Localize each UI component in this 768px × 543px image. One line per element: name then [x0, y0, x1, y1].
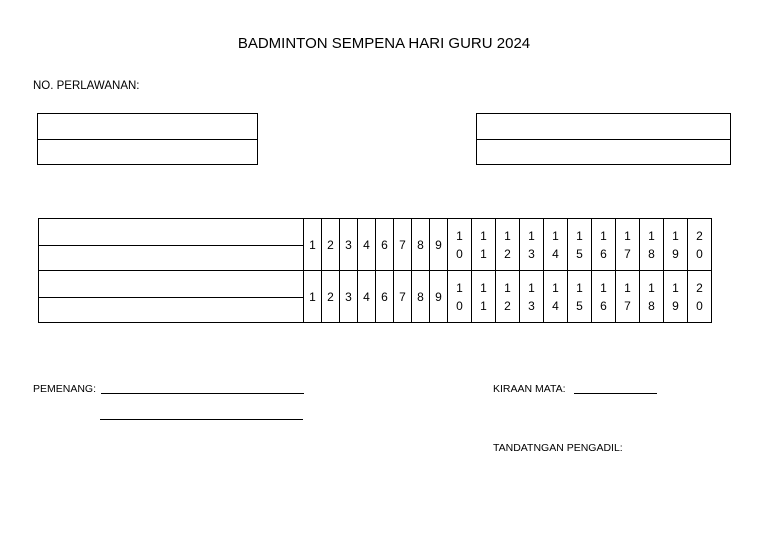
point-digit: 2 [504, 298, 511, 313]
point-digit: 1 [600, 280, 607, 295]
point-cell[interactable]: 2 [322, 271, 340, 323]
point-cell[interactable] [472, 271, 496, 323]
point-cell[interactable] [496, 271, 520, 323]
point-digit: 9 [672, 298, 679, 313]
point-digit: 1 [480, 246, 487, 261]
point-cell[interactable] [472, 219, 496, 271]
point-digit: 1 [456, 228, 463, 243]
player-names-cell[interactable] [39, 271, 304, 323]
point-cell[interactable]: 7 [394, 219, 412, 271]
point-cell[interactable]: 4 [358, 219, 376, 271]
point-digit: 8 [648, 246, 655, 261]
point-cell[interactable] [544, 271, 568, 323]
point-cell[interactable]: 1 [304, 271, 322, 323]
point-digit: 1 [480, 280, 487, 295]
point-digit: 1 [456, 280, 463, 295]
point-digit: 5 [576, 298, 583, 313]
player-names-cell[interactable] [39, 219, 304, 271]
winner-line-2[interactable] [100, 419, 303, 420]
point-digit: 4 [552, 246, 559, 261]
winner-label: PEMENANG: [33, 383, 97, 395]
point-cell[interactable]: 4 [358, 271, 376, 323]
point-cell[interactable]: 8 [412, 219, 430, 271]
point-cell[interactable] [520, 271, 544, 323]
team-b-name-box[interactable] [476, 113, 731, 165]
score-row [39, 219, 712, 271]
point-cell[interactable]: 6 [376, 271, 394, 323]
point-digit: 1 [672, 228, 679, 243]
point-digit: 1 [504, 228, 511, 243]
point-cell[interactable] [688, 271, 712, 323]
point-cell[interactable]: 3 [340, 219, 358, 271]
score-count-line[interactable] [574, 393, 657, 394]
winner-line-1[interactable] [101, 393, 304, 394]
point-digit: 1 [648, 228, 655, 243]
point-digit: 8 [648, 298, 655, 313]
point-digit: 3 [528, 298, 535, 313]
team-b-divider [477, 139, 730, 140]
point-digit: 3 [528, 246, 535, 261]
match-number-label: NO. PERLAWANAN: [33, 80, 140, 92]
point-cell[interactable] [640, 219, 664, 271]
score-row [39, 271, 712, 323]
point-digit: 0 [456, 298, 463, 313]
point-cell[interactable]: 7 [394, 271, 412, 323]
point-digit: 0 [696, 298, 703, 313]
point-cell[interactable] [568, 271, 592, 323]
point-digit: 1 [552, 228, 559, 243]
point-cell[interactable] [616, 271, 640, 323]
point-digit: 9 [672, 246, 679, 261]
point-cell[interactable] [544, 219, 568, 271]
point-cell[interactable] [664, 219, 688, 271]
point-cell[interactable] [664, 271, 688, 323]
point-digit: 1 [576, 228, 583, 243]
point-digit: 1 [600, 228, 607, 243]
point-digit: 1 [672, 280, 679, 295]
point-cell[interactable] [592, 219, 616, 271]
point-cell[interactable]: 8 [412, 271, 430, 323]
point-digit: 2 [696, 228, 703, 243]
player-divider [39, 245, 303, 246]
point-cell[interactable]: 1 [304, 219, 322, 271]
point-digit: 7 [624, 298, 631, 313]
page-title: BADMINTON SEMPENA HARI GURU 2024 [237, 35, 531, 52]
point-digit: 7 [624, 246, 631, 261]
point-digit: 1 [552, 280, 559, 295]
team-a-divider [38, 139, 257, 140]
point-digit: 1 [480, 228, 487, 243]
point-cell[interactable] [496, 219, 520, 271]
point-digit: 0 [696, 246, 703, 261]
point-cell[interactable] [448, 219, 472, 271]
point-digit: 1 [648, 280, 655, 295]
point-digit: 4 [552, 298, 559, 313]
point-cell[interactable] [592, 271, 616, 323]
point-digit: 1 [624, 280, 631, 295]
point-cell[interactable]: 3 [340, 271, 358, 323]
referee-signature-label: TANDATNGAN PENGADIL: [493, 442, 623, 454]
point-digit: 6 [600, 246, 607, 261]
point-digit: 1 [528, 228, 535, 243]
point-cell[interactable]: 2 [322, 219, 340, 271]
point-digit: 1 [528, 280, 535, 295]
point-cell[interactable] [640, 271, 664, 323]
point-cell[interactable]: 6 [376, 219, 394, 271]
point-digit: 1 [504, 280, 511, 295]
team-a-name-box[interactable] [37, 113, 258, 165]
point-digit: 2 [504, 246, 511, 261]
point-cell[interactable] [448, 271, 472, 323]
point-digit: 2 [696, 280, 703, 295]
point-cell[interactable]: 9 [430, 219, 448, 271]
point-digit: 1 [480, 298, 487, 313]
score-count-label: KIRAAN MATA: [493, 383, 566, 395]
point-digit: 1 [576, 280, 583, 295]
point-digit: 1 [624, 228, 631, 243]
score-table [38, 218, 712, 323]
point-digit: 0 [456, 246, 463, 261]
point-cell[interactable] [568, 219, 592, 271]
point-cell[interactable] [688, 219, 712, 271]
point-cell[interactable] [520, 219, 544, 271]
point-digit: 5 [576, 246, 583, 261]
point-digit: 6 [600, 298, 607, 313]
point-cell[interactable] [616, 219, 640, 271]
point-cell[interactable]: 9 [430, 271, 448, 323]
player-divider [39, 297, 303, 298]
